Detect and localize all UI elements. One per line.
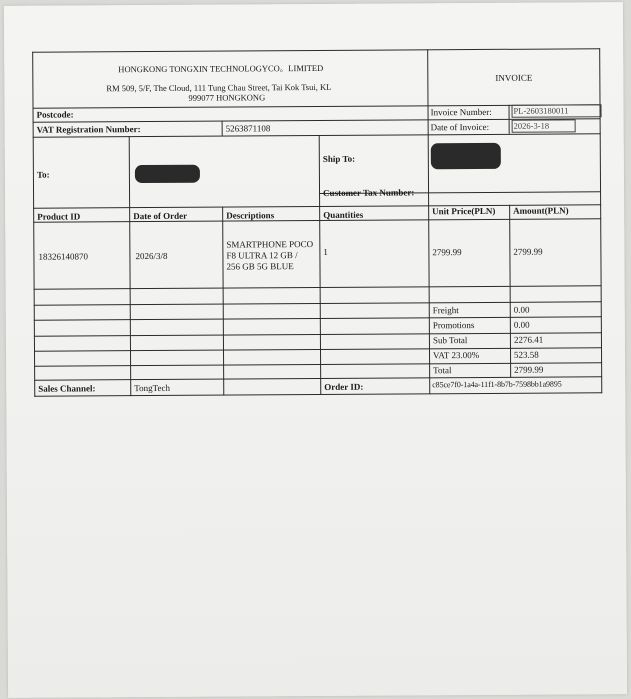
- item-date: 2026/3/8: [135, 250, 168, 262]
- item-product-id: 18326140870: [38, 251, 88, 262]
- totals-promotions-label: Promotions: [432, 320, 475, 331]
- item-unit-price: 2799.99: [432, 247, 462, 258]
- sales-channel-value: TongTech: [134, 382, 170, 394]
- totals-vat-value: 523.58: [514, 349, 539, 360]
- date-of-invoice-label: Date of Invoice:: [430, 121, 490, 133]
- col-product-id: Product ID: [37, 211, 81, 222]
- totals-subtotal-value: 2276.41: [513, 334, 544, 345]
- redacted-recipient: [135, 165, 200, 183]
- col-quantities: Quantities: [323, 209, 364, 220]
- totals-promotions-value: 0.00: [513, 319, 530, 330]
- item-desc-line1: SMARTPHONE POCO: [226, 239, 314, 250]
- date-of-invoice-value: 2026-3-18: [513, 120, 550, 131]
- order-id-label: Order ID:: [324, 381, 364, 392]
- company-name: HONGKONG TONGXIN TECHNOLOGYCO。LIMITED: [118, 62, 324, 75]
- invoice-number-label: Invoice Number:: [430, 106, 492, 118]
- col-unit-price: Unit Price(PLN): [432, 205, 496, 217]
- postcode-label: Postcode:: [36, 109, 74, 120]
- vat-reg-value: 5263871108: [225, 123, 271, 134]
- vat-reg-label: VAT Registration Number:: [36, 124, 141, 135]
- totals-subtotal-label: Sub Total: [432, 335, 468, 346]
- totals-total-value: 2799.99: [514, 364, 544, 375]
- company-address-line1: RM 509, 5/F, The Cloud, 111 Tung Chau Street, Tai Kok Tsui, KL: [106, 81, 332, 94]
- item-desc-line3: 256 GB 5G BLUE: [226, 261, 294, 272]
- col-descriptions: Descriptions: [226, 210, 275, 221]
- totals-vat-label: VAT 23.00%: [433, 350, 480, 361]
- invoice-table: [32, 48, 602, 397]
- customer-tax-label: Customer Tax Number:: [323, 187, 415, 198]
- item-qty: 1: [323, 246, 328, 257]
- totals-freight-label: Freight: [432, 305, 459, 316]
- invoice-number-value: PL-2603180011: [513, 105, 569, 116]
- ship-to-label: Ship To:: [322, 153, 356, 164]
- item-desc-line2: F8 ULTRA 12 GB /: [226, 250, 298, 261]
- to-label: To:: [36, 169, 50, 180]
- order-id-value: c85ce7f0-1a4a-11f1-8b7b-7598bb1a9895: [432, 379, 562, 390]
- invoice-title: INVOICE: [495, 72, 533, 83]
- sales-channel-label: Sales Channel:: [38, 383, 96, 394]
- redacted-ship-to: [431, 143, 501, 169]
- col-date-of-order: Date of Order: [133, 210, 188, 222]
- totals-freight-value: 0.00: [513, 304, 530, 315]
- col-amount: Amount(PLN): [513, 205, 569, 216]
- item-amount: 2799.99: [513, 246, 543, 257]
- totals-total-label: Total: [433, 365, 452, 376]
- invoice-paper: [4, 2, 627, 698]
- company-address-line2: 999077 HONGKONG: [188, 92, 266, 103]
